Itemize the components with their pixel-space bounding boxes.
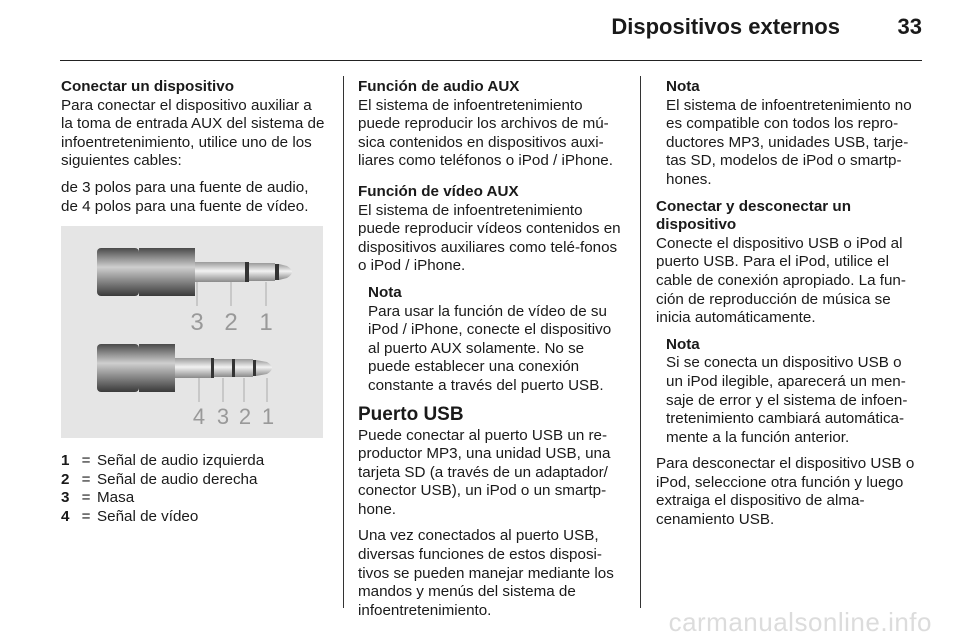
watermark: carmanualsonline.info	[668, 607, 932, 637]
paragraph-connect-usb: Conecte el dispositivo USB o iPod al puerto USB. Para el iPod, utilice el cable de conexión apropiado. La fun-ción de reproducción de música se inicia automáticamente.	[656, 234, 906, 327]
page-title: Dispositivos externos	[611, 14, 840, 39]
note-compatibility	[666, 78, 922, 190]
legend-text: Masa	[97, 489, 135, 507]
plug4-label-2: 2	[238, 404, 252, 430]
column-middle	[358, 78, 624, 628]
column-left	[61, 78, 327, 527]
column-divider-2	[640, 76, 641, 608]
paragraph-disconnect-usb: Para desconectar el dispositivo USB o iPod, seleccione otra función y luego extraiga el dispositivo de alma-cenamiento USB.	[656, 455, 915, 529]
column-right	[656, 78, 922, 538]
section-heading-connect-disconnect: Conectar y desconectar un dispositivo	[656, 197, 851, 234]
legend-number: 2	[61, 470, 70, 488]
paragraph-aux-video: El sistema de infoentretenimiento puede reproducir vídeos contenidos en dispositivos auxiliares como telé-fonos o iPod / iPhone.	[358, 201, 621, 275]
note-aux-video	[368, 284, 624, 396]
legend-equals: =	[81, 489, 91, 507]
paragraph-usb-functions: Una vez conectados al puerto USB, diversas funciones de estos disposi-tivos se pueden manejar mediante los mandos y menús del sistema de infoentretenimiento.	[358, 527, 614, 619]
legend-number: 3	[61, 489, 70, 507]
jack-plug-figure	[61, 226, 323, 438]
section-heading-usb: Puerto USB	[358, 403, 464, 425]
plug-3-pole	[97, 248, 292, 336]
section-heading-aux-video: Función de vídeo AUX	[358, 182, 519, 200]
legend-text: Señal de vídeo	[97, 507, 199, 525]
note-text: Si se conecta un dispositivo USB o un iPod ilegible, aparecerá un men-saje de error y el sistema de infoen-tretenimiento cambiará automática-mente a la función anterior.	[666, 354, 908, 446]
legend-text: Señal de audio izquierda	[97, 452, 265, 470]
note-text: El sistema de infoentretenimiento no es compatible con todos los repro-ductores MP3, unidades USB, tarje-tas SD, modelos de iPod o smartp-hones.	[666, 96, 912, 188]
legend-number: 1	[61, 452, 70, 470]
paragraph-aux-audio: El sistema de infoentretenimiento puede reproducir los archivos de mú-sica contenidos en dispositivos auxi-liares como teléfonos o iPod / iPhone.	[358, 96, 613, 170]
plug4-label-3: 3	[216, 404, 230, 430]
note-title: Nota	[666, 335, 700, 353]
legend-equals: =	[81, 452, 91, 470]
paragraph-connect-intro: Para conectar el dispositivo auxiliar a la toma de entrada AUX del sistema de infoentretenimiento, utilice uno de los siguientes cables:	[61, 96, 325, 170]
header-divider	[60, 60, 922, 61]
paragraph-usb-devices: Puede conectar al puerto USB un re-productor MP3, una unidad USB, una tarjeta SD (a través de un adaptador/ conector USB), un iPod o un smartp-hone.	[358, 426, 611, 518]
legend-text: Señal de audio derecha	[97, 470, 258, 488]
note-text: Para usar la función de vídeo de su iPod / iPhone, conecte el dispositivo al puerto AUX solamente. No se puede establecer una conexión constante a través del puerto USB.	[368, 302, 612, 394]
section-heading-connect: Conectar un dispositivo	[61, 78, 234, 95]
legend-equals: =	[81, 507, 91, 525]
legend-number: 4	[61, 507, 70, 525]
paragraph-cable-types: de 3 polos para una fuente de audio, de 4 polos para una fuente de vídeo.	[61, 178, 309, 215]
plug-4-pole	[97, 344, 274, 429]
section-heading-aux-audio: Función de audio AUX	[358, 78, 520, 95]
jack-plug-illustration	[61, 226, 323, 438]
note-unreadable-device	[666, 336, 922, 448]
plug3-label-3: 3	[190, 309, 204, 337]
plug4-label-4: 4	[192, 404, 206, 430]
plug4-label-1: 1	[261, 404, 275, 430]
legend-equals: =	[81, 470, 91, 488]
column-divider-1	[343, 76, 344, 608]
note-title: Nota	[368, 283, 402, 301]
plug3-label-2: 2	[224, 309, 238, 337]
note-title: Nota	[666, 78, 700, 95]
page-number: 33	[897, 14, 922, 39]
plug3-label-1: 1	[259, 309, 273, 337]
figure-legend	[61, 452, 327, 526]
